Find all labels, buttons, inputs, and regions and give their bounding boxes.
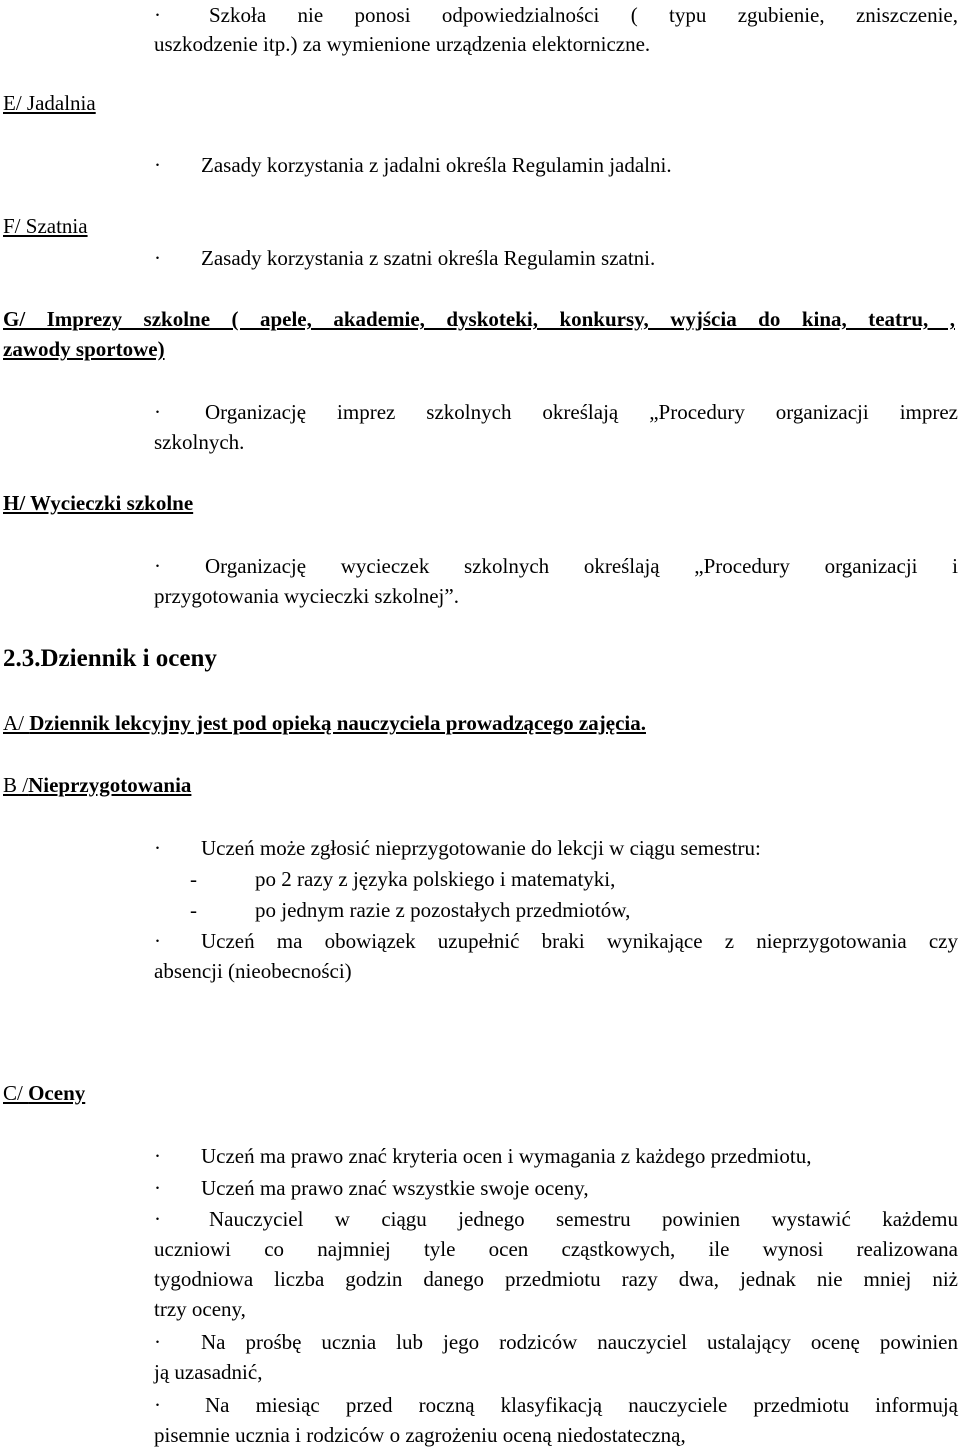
bullet-dot: ·	[154, 929, 161, 953]
szatnia-item: · Zasady korzystania z szatni określa Regulamin szatni.	[154, 246, 656, 270]
intro-line-1: · Szkoła nie ponosi odpowiedzialności ( typu zgubienie, zniszczenie,	[154, 3, 958, 27]
bullet-dot: ·	[154, 246, 161, 270]
heading-szatnia: F/ Szatnia	[3, 214, 88, 238]
oceny-item-3-line-3: tygodniowa liczba godzin danego przedmiotu razy dwa, jednak nie mniej niż	[154, 1267, 958, 1291]
bullet-dot: ·	[154, 153, 161, 177]
nieprzygotowania-item-2: · Uczeń ma obowiązek uzupełnić braki wynikające z nieprzygotowania czy	[154, 929, 958, 953]
heading-imprezy-line-2: zawody sportowe)	[3, 337, 165, 361]
heading-nieprzygotowania: B /Nieprzygotowania	[3, 773, 192, 797]
oceny-item-3-line-2: uczniowi co najmniej tyle ocen cząstkowych, ile wynosi realizowana	[154, 1237, 958, 1261]
dziennik-statement: A/ Dziennik lekcyjny jest pod opieką nauczyciela prowadzącego zajęcia.	[3, 711, 646, 735]
bullet-dot: ·	[154, 554, 161, 578]
bullet-dot: ·	[154, 400, 161, 424]
bullet-dot: ·	[154, 3, 161, 27]
section-title: 2.3.Dziennik i oceny	[3, 645, 217, 672]
heading-oceny: C/ Oceny	[3, 1081, 86, 1105]
bullet-dot: ·	[154, 1330, 161, 1354]
heading-wycieczki: H/ Wycieczki szkolne	[3, 491, 194, 515]
oceny-item-5: · Na miesiąc przed roczną klasyfikacją nauczyciele przedmiotu informują	[154, 1393, 958, 1417]
imprezy-item: · Organizację imprez szkolnych określają „Procedury organizacji imprez	[154, 400, 958, 424]
oceny-item-4: · Na prośbę ucznia lub jego rodziców nauczyciel ustalający ocenę powinien	[154, 1330, 958, 1354]
bullet-dot: ·	[154, 1207, 161, 1231]
jadalnia-item: · Zasady korzystania z jadalni określa Regulamin jadalni.	[154, 153, 672, 177]
nieprzygotowania-item-1: · Uczeń może zgłosić nieprzygotowanie do lekcji w ciągu semestru:	[154, 836, 761, 860]
bullet-dot: ·	[154, 1176, 161, 1200]
oceny-item-5-line-2: pisemnie ucznia i rodziców o zagrożeniu oceną niedostateczną,	[154, 1423, 686, 1447]
intro-item	[154, 0, 958, 30]
wycieczki-item-line-2: przygotowania wycieczki szkolnej”.	[154, 584, 459, 608]
oceny-item-3: · Nauczyciel w ciągu jednego semestru powinien wystawić każdemu	[154, 1207, 958, 1231]
bullet-dot: ·	[154, 1393, 161, 1417]
heading-jadalnia: E/ Jadalnia	[3, 91, 96, 115]
wycieczki-item: · Organizację wycieczek szkolnych określają „Procedury organizacji i	[154, 554, 958, 578]
oceny-item-2: · Uczeń ma prawo znać wszystkie swoje oceny,	[154, 1176, 589, 1200]
imprezy-item-line-2: szkolnych.	[154, 430, 245, 454]
bullet-dot: ·	[154, 836, 161, 860]
oceny-item-1: · Uczeń ma prawo znać kryteria ocen i wymagania z każdego przedmiotu,	[154, 1144, 812, 1168]
dash: -	[190, 867, 197, 891]
heading-imprezy: G/ Imprezy szkolne ( apele, akademie, dyskoteki, konkursy, wyjścia do kina, teatru, ,	[3, 307, 955, 331]
intro-line-2: uszkodzenie itp.) za wymienione urządzenia elektorniczne.	[154, 32, 651, 56]
nieprzygotowania-sub-2: - po jednym razie z pozostałych przedmiotów,	[190, 898, 631, 922]
section-number: 2.3.	[3, 645, 41, 672]
dash: -	[190, 898, 197, 922]
nieprzygotowania-sub-1: - po 2 razy z języka polskiego i matematyki,	[190, 867, 616, 891]
oceny-item-4-line-2: ją uzasadnić,	[154, 1360, 263, 1384]
nieprzygotowania-item-2-line-2: absencji (nieobecności)	[154, 959, 352, 983]
bullet-dot: ·	[154, 1144, 161, 1168]
oceny-item-3-line-4: trzy oceny,	[154, 1297, 246, 1321]
